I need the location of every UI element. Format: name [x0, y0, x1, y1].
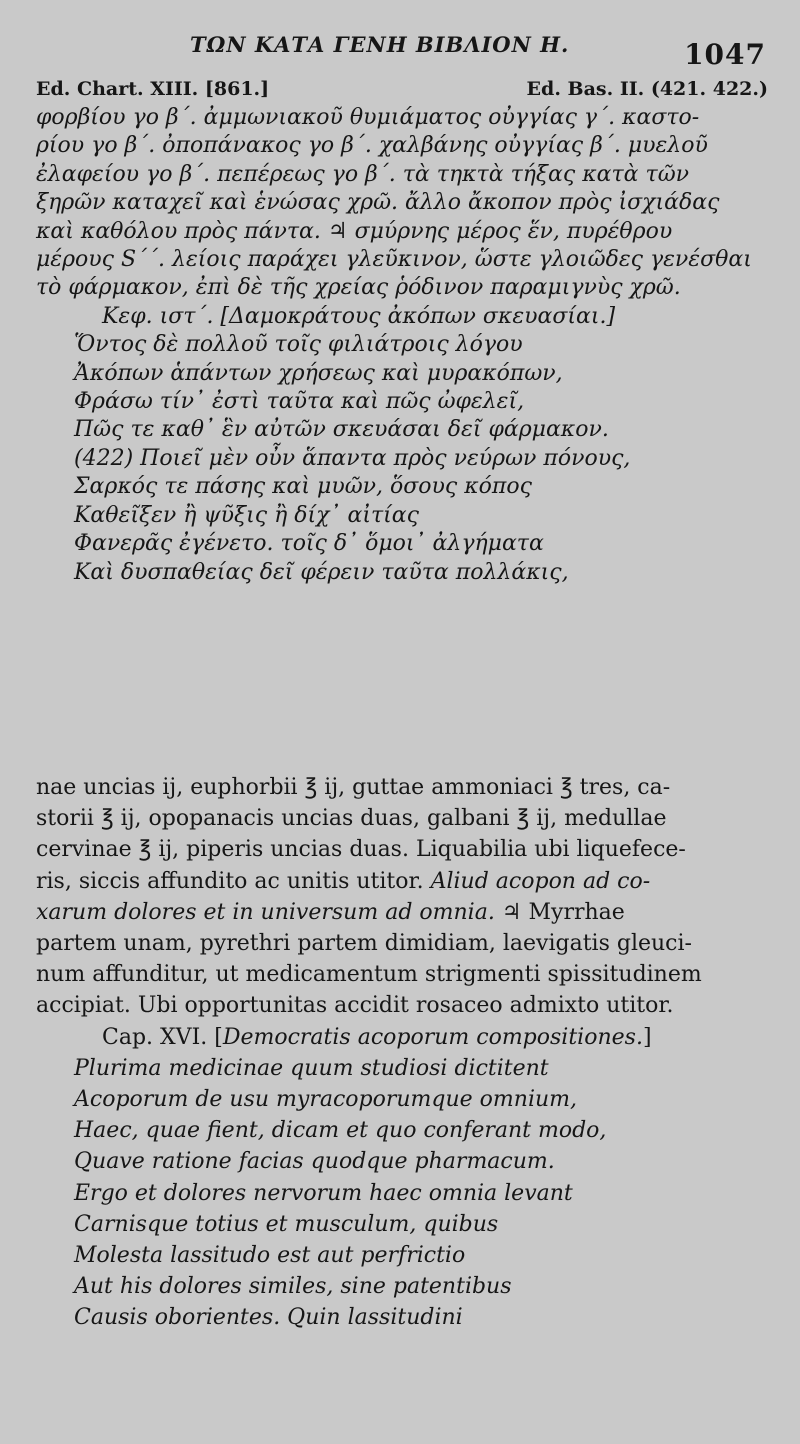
- greek-prose-line: καὶ καθόλου πρὸς πάντα. ♃ σμύρνης μέρος ἕν, πυρέθρου: [36, 218, 673, 244]
- latin-roman-text: num affunditur, ut medicamentum strigmenti spissitudinem: [36, 962, 702, 988]
- edition-reference-right: Ed. Bas. II. (421. 422.): [526, 78, 768, 100]
- greek-prose-line: μέρους S΄΄. λείοις παράχει γλεῦκινον, ὥστε γλοιῶδες γενέσθαι: [36, 247, 752, 273]
- latin-chapter-heading: [36, 1022, 766, 1053]
- latin-roman-text: ♃ Myrrhae: [494, 899, 625, 925]
- greek-verse-line: Καὶ δυσπαθείας δεῖ φέρειν ταῦτα πολλάκις,: [74, 559, 569, 585]
- latin-roman-text: cervinae ℥ ij, piperis uncias duas. Liquabilia ubi liquefece-: [36, 837, 686, 863]
- latin-prose-line: [36, 772, 766, 803]
- latin-roman-text: partem unam, pyrethri partem dimidiam, laevigatis gleuci-: [36, 931, 692, 957]
- greek-text-block: [36, 104, 766, 587]
- greek-verse-line: Καθεῖξεν ἢ ψῦξις ἢ δίχ᾽ αἰτίας: [74, 502, 419, 528]
- greek-prose-line: ρίου γο β΄. ὀποπάνακος γο β΄. χαλβάνης οὐγγίας β΄. μυελοῦ: [36, 133, 708, 159]
- greek-verse-line: Φανερᾶς ἐγένετο. τοῖς δ᾽ ὅμοι᾽ ἀλγήματα: [74, 531, 544, 557]
- latin-verse-line: Acoporum de usu myracoporumque omnium,: [74, 1087, 578, 1113]
- latin-prose-line: [36, 866, 766, 897]
- latin-verse-line: Aut his dolores similes, sine patentibus: [74, 1274, 512, 1300]
- latin-prose-line: [36, 990, 766, 1021]
- greek-verse-line: Φράσω τίν᾽ ἐστὶ ταῦτα καὶ πῶς ὠφελεῖ,: [74, 389, 525, 415]
- latin-verse-line: Molesta lassitudo est aut perfrictio: [74, 1243, 466, 1269]
- latin-roman-text: ris, siccis affundito ac unitis utitor.: [36, 868, 431, 894]
- latin-chapter-label: Cap. XVI. [: [102, 1024, 223, 1050]
- latin-chapter-title: Democratis acoporum compositiones.: [222, 1024, 643, 1050]
- latin-roman-text: nae uncias ij, euphorbii ℥ ij, guttae ammoniaci ℥ tres, ca-: [36, 775, 671, 800]
- greek-chapter-heading: Κεφ. ιστ΄. [Δαμοκράτους ἀκόπων σκευασίαι.]: [102, 303, 616, 329]
- running-title: ΤΩΝ ΚΑΤΑ ΓΕΝΗ ΒΙΒΛΙΟΝ Η.: [190, 32, 570, 57]
- greek-verse-line: Ὅντος δὲ πολλοῦ τοῖς φιλιάτροις λόγου: [74, 332, 523, 358]
- greek-prose-line: φορβίου γο β΄. ἀμμωνιακοῦ θυμιάματος οὐγγίας γ΄. καστο-: [36, 105, 700, 130]
- latin-prose-line: [36, 897, 766, 928]
- edition-reference-left: Ed. Chart. XIII. [861.]: [36, 78, 270, 100]
- greek-verse-line: Ἀκόπων ἁπάντων χρήσεως καὶ μυρακόπων,: [74, 360, 563, 386]
- latin-verse-line: Carnisque totius et musculum, quibus: [74, 1211, 499, 1237]
- greek-verse-line: Πῶς τε καθ᾽ ἓν αὐτῶν σκευάσαι δεῖ φάρμακον.: [74, 417, 609, 443]
- latin-prose-line: [36, 803, 766, 834]
- greek-prose-line: ἐλαφείου γο β΄. πεπέρεως γο β΄. τὰ τηκτὰ τήξας κατὰ τῶν: [36, 161, 690, 187]
- latin-italic-text: Aliud acopon ad co-: [430, 868, 651, 894]
- latin-verse-line: Haec, quae fient, dicam et quo conferant modo,: [74, 1118, 607, 1144]
- latin-chapter-close: ]: [642, 1024, 652, 1050]
- greek-verse-line: Σαρκός τε πάσης καὶ μυῶν, ὅσους κόπος: [74, 474, 532, 500]
- latin-verse-line: Plurima medicinae quum studiosi dictitent: [74, 1055, 549, 1081]
- latin-verse-line: Quave ratione facias quodque pharmacum.: [74, 1149, 555, 1175]
- page-number: 1047: [684, 38, 766, 71]
- greek-prose-line: ξηρῶν καταχεῖ καὶ ἑνώσας χρῶ. ἄλλο ἄκοπον πρὸς ἰσχιάδας: [36, 190, 720, 216]
- greek-prose-line: τὸ φάρμακον, ἐπὶ δὲ τῆς χρείας ῥόδινον παραμιγνὺς χρῶ.: [36, 275, 681, 301]
- latin-roman-text: storii ℥ ij, opopanacis uncias duas, galbani ℥ ij, medullae: [36, 806, 667, 832]
- latin-roman-text: accipiat. Ubi opportunitas accidit rosaceo admixto utitor.: [36, 993, 674, 1019]
- latin-prose-line: [36, 959, 766, 990]
- latin-verse-line: Ergo et dolores nervorum haec omnia levant: [74, 1180, 573, 1206]
- latin-text-block: [36, 772, 766, 1334]
- latin-prose-line: [36, 834, 766, 865]
- greek-verse-line: (422) Ποιεῖ μὲν οὖν ἅπαντα πρὸς νεύρων πόνους,: [74, 445, 631, 471]
- latin-italic-text: xarum dolores et in universum ad omnia.: [36, 899, 495, 925]
- latin-prose-line: [36, 928, 766, 959]
- latin-verse-line: Causis oborientes. Quin lassitudini: [74, 1305, 463, 1331]
